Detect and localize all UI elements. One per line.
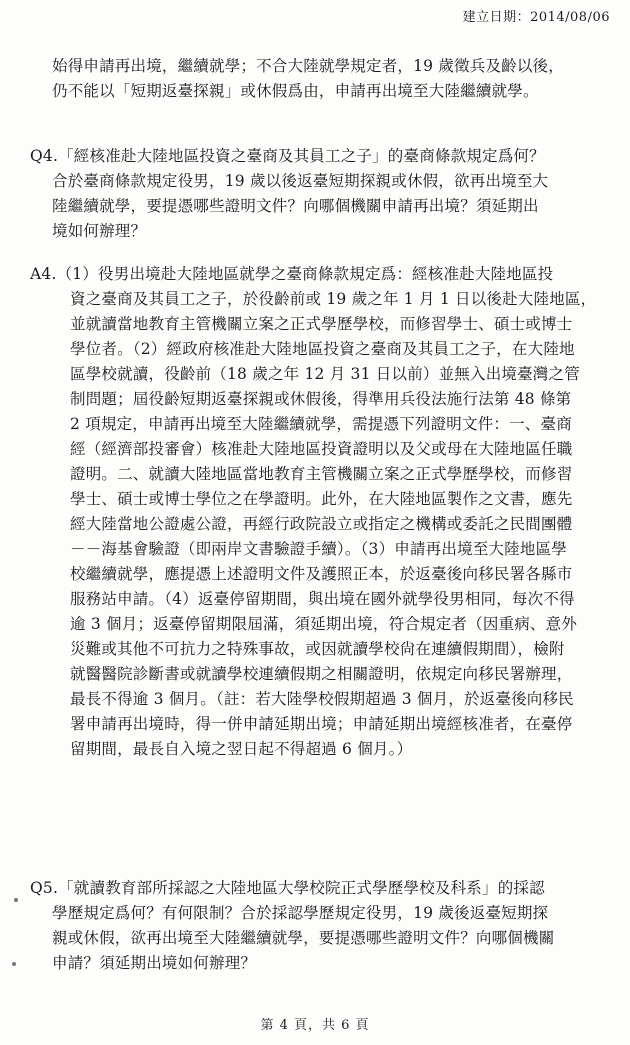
text-line: 始得申請再出境，繼續就學；不合大陸就學規定者，19 歲徵兵及齡以後，: [52, 57, 564, 75]
text-line: 校繼續就學，應提憑上述證明文件及護照正本，於返臺後向移民署各縣市: [70, 565, 573, 583]
text-line: 災難或其他不可抗力之特殊事故，或因就讀學校尙在連續假期間），檢附: [70, 640, 565, 658]
question-5: [30, 876, 554, 976]
question-4: [30, 144, 548, 244]
text-line: 親或休假，欲再出境至大陸繼續就學，要提憑哪些證明文件？向哪個機關: [52, 929, 555, 947]
page-number: 第 4 頁，共 6 頁: [260, 1018, 370, 1033]
scan-speck: [12, 962, 16, 966]
text-line: －－海基會驗證（即兩岸文書驗證手續）。（3）申請再出境至大陸地區學: [70, 540, 567, 558]
text-line: 學位者。（2）經政府核准赴大陸地區投資之臺商及其員工之子，在大陸地: [70, 340, 575, 358]
text-line: 並就讀當地教育主管機關立案之正式學歷學校，而修習學士、碩士或博士: [70, 315, 573, 333]
text-line: 經（經濟部投審會）核准赴大陸地區投資證明以及父或母在大陸地區任職: [70, 440, 573, 458]
text-line: 陸繼續就學，要提憑哪些證明文件？向哪個機關申請再出境？須延期出: [52, 197, 539, 215]
text-line: 逾 3 個月；返臺停留期限屆滿，須延期出境，符合規定者（因重病、意外: [70, 615, 578, 633]
text-line: 2 項規定，申請再出境至大陸繼續就學，需提憑下列證明文件：一、臺商: [70, 415, 572, 433]
text-line: 合於臺商條款規定役男，19 歲以後返臺短期探親或休假，欲再出境至大: [52, 172, 549, 190]
text-line: 區學校就讀，役齡前（18 歲之年 12 月 31 日以前）並無入出境臺灣之管: [70, 365, 580, 383]
text-line: 留期間，最長自入境之翌日起不得超過 6 個月。）: [70, 740, 413, 758]
answer-4: [30, 262, 596, 762]
text-line: 制問題；屆役齡短期返臺探親或休假後，得準用兵役法施行法第 48 條第: [70, 390, 572, 408]
scan-speck: [14, 898, 18, 902]
text-line: 學士、碩士或博士學位之在學證明。此外，在大陸地區製作之文書，應先: [70, 490, 573, 508]
text-line: 申請？須延期出境如何辦理？: [52, 954, 257, 972]
text-line: 經大陸當地公證處公證，再經行政院設立或指定之機構或委託之民間團體: [70, 515, 573, 533]
text-line: 署申請再出境時，得一併申請延期出境；申請延期出境經核准者，在臺停: [70, 715, 573, 733]
continuation-paragraph: [52, 54, 564, 104]
text-line: 證明。二、就讀大陸地區當地教育主管機關立案之正式學歷學校，而修習: [70, 465, 573, 483]
question-5-heading: Q5.「就讀教育部所採認之大陸地區大學校院正式學歷學校及科系」的採認: [30, 879, 545, 897]
text-line: 仍不能以「短期返臺探親」或休假爲由，申請再出境至大陸繼續就學。: [52, 82, 539, 100]
question-4-heading: Q4.「經核准赴大陸地區投資之臺商及其員工之子」的臺商條款規定爲何？: [30, 147, 545, 165]
text-line: 資之臺商及其員工之子，於役齡前或 19 歲之年 1 月 1 日以後赴大陸地區，: [70, 290, 597, 308]
text-line: 境如何辦理？: [52, 222, 147, 240]
text-line: 就醫醫院診斷書或就讀學校連續假期之相關證明，依規定向移民署辦理，: [70, 665, 573, 683]
answer-4-heading: A4.（1）役男出境赴大陸地區就學之臺商條款規定爲：經核准赴大陸地區投: [30, 265, 554, 283]
text-line: 最長不得逾 3 個月。（註：若大陸學校假期超過 3 個月，於返臺後向移民: [70, 690, 574, 708]
created-date: 建立日期：2014/08/06: [462, 10, 610, 25]
text-line: 學歷規定爲何？有何限制？合於採認學歷規定役男，19 歲後返臺短期探: [52, 904, 549, 922]
text-line: 服務站申請。（4）返臺停留期間，與出境在國外就學役男相同，每次不得: [70, 590, 575, 608]
